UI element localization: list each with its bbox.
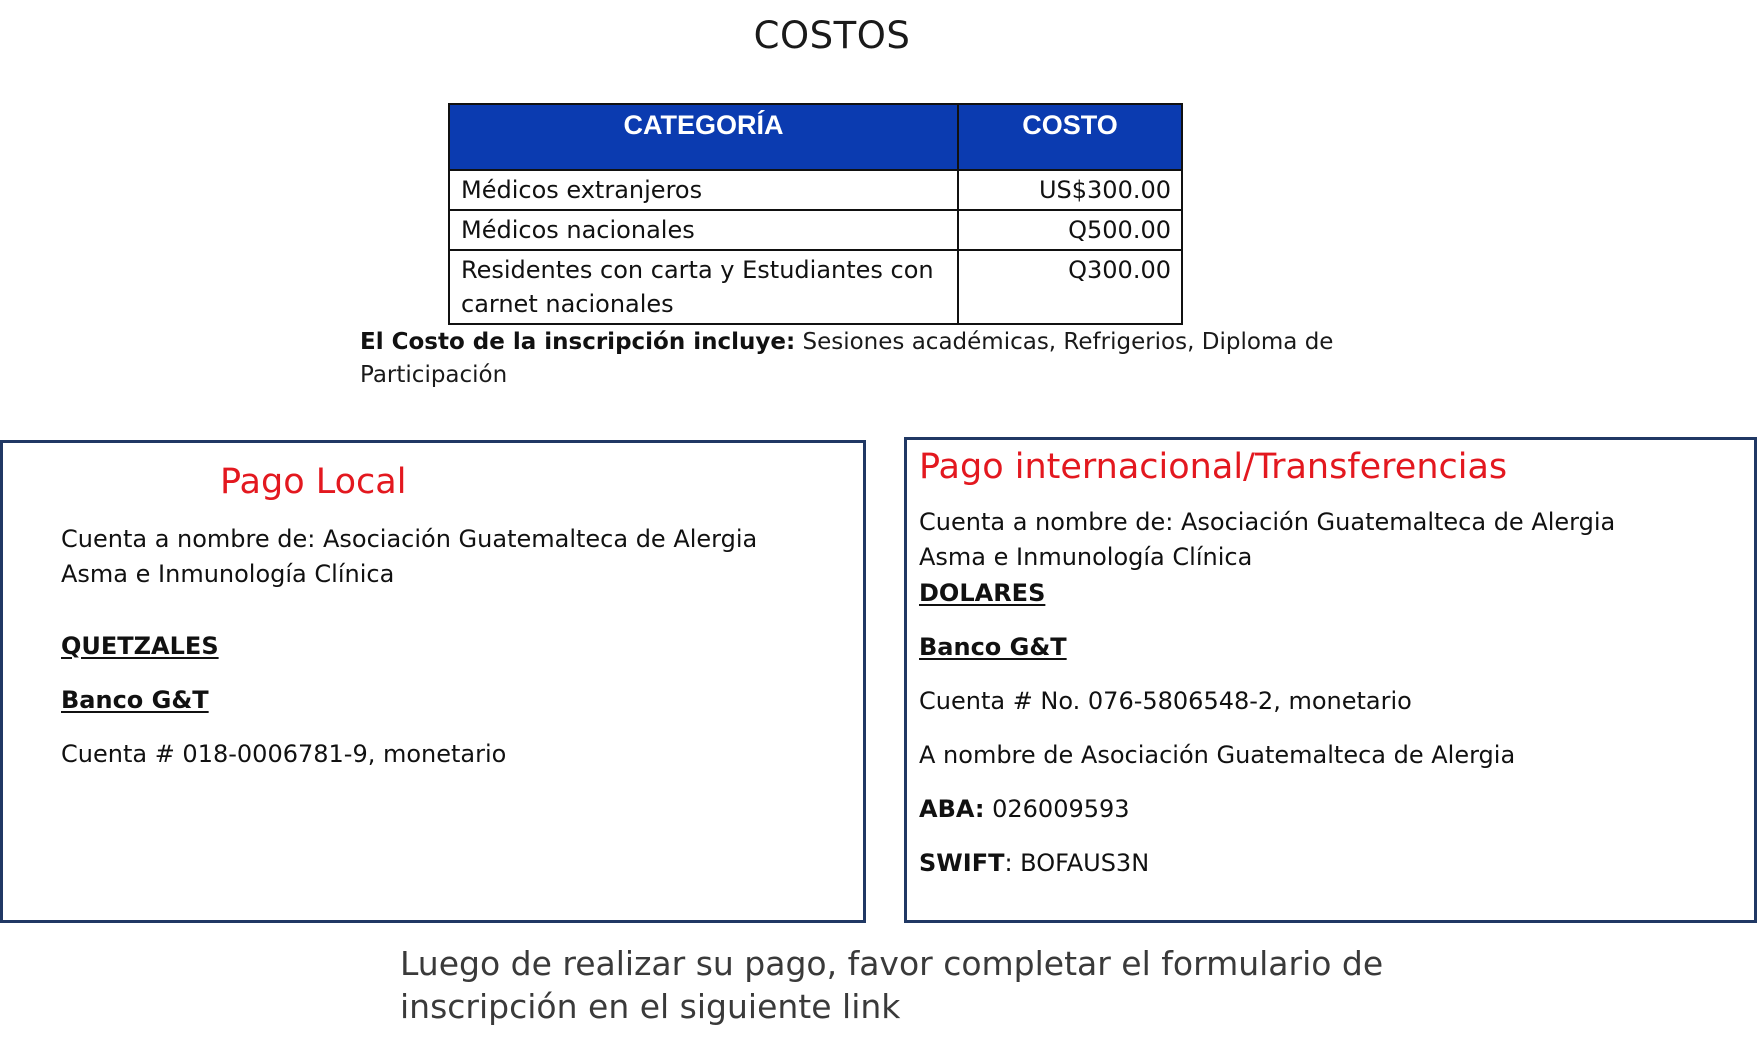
intl-account-line2: Asma e Inmunología Clínica — [919, 543, 1253, 571]
row-category: Médicos nacionales — [449, 210, 958, 250]
row-category: Residentes con carta y Estudiantes con carnet nacionales — [449, 250, 958, 324]
aba-value: 026009593 — [984, 795, 1130, 823]
table-header-row — [449, 104, 1182, 170]
cost-table — [448, 103, 1183, 325]
page-title: COSTOS — [753, 14, 911, 57]
table-row — [449, 210, 1182, 250]
intl-account-line1: Cuenta a nombre de: Asociación Guatemalteca de Alergia — [919, 508, 1616, 536]
pago-internacional-box — [904, 437, 1757, 923]
local-account-line2: Asma e Inmunología Clínica — [61, 560, 395, 588]
intl-account-number: Cuenta # No. 076-5806548-2, monetario — [919, 687, 1412, 715]
intl-currency: DOLARES — [919, 579, 1046, 607]
local-currency: QUETZALES — [61, 632, 219, 660]
intl-bank: Banco G&T — [919, 633, 1067, 661]
row-cost: Q500.00 — [958, 210, 1182, 250]
table-row — [449, 170, 1182, 210]
header-category: CATEGORÍA — [449, 104, 958, 170]
row-cost: Q300.00 — [958, 250, 1182, 324]
intl-swift — [919, 846, 1149, 881]
local-account-line1: Cuenta a nombre de: Asociación Guatemalteca de Alergia — [61, 525, 758, 553]
local-account-number: Cuenta # 018-0006781-9, monetario — [61, 740, 507, 768]
includes-label: El Costo de la inscripción incluye: — [360, 329, 796, 355]
pago-internacional-heading: Pago internacional/Transferencias — [919, 447, 1508, 487]
swift-label: SWIFT — [919, 849, 1005, 877]
pago-local-heading: Pago Local — [220, 462, 407, 502]
table-row — [449, 250, 1182, 324]
footer-note: Luego de realizar su pago, favor completar el formulario de inscripción en el siguiente link — [400, 944, 1384, 1026]
header-cost: COSTO — [958, 104, 1182, 170]
local-bank: Banco G&T — [61, 686, 209, 714]
pago-local-box — [0, 440, 866, 923]
aba-label: ABA: — [919, 795, 985, 823]
intl-aba — [919, 792, 1130, 827]
intl-holder: A nombre de Asociación Guatemalteca de Alergia — [919, 741, 1516, 769]
row-cost: US$300.00 — [958, 170, 1182, 210]
includes-note — [360, 326, 1360, 392]
row-category: Médicos extranjeros — [449, 170, 958, 210]
includes-text: Sesiones académicas, Refrigerios, Diploma de Participación — [360, 329, 1334, 388]
swift-value: : BOFAUS3N — [1004, 849, 1150, 877]
